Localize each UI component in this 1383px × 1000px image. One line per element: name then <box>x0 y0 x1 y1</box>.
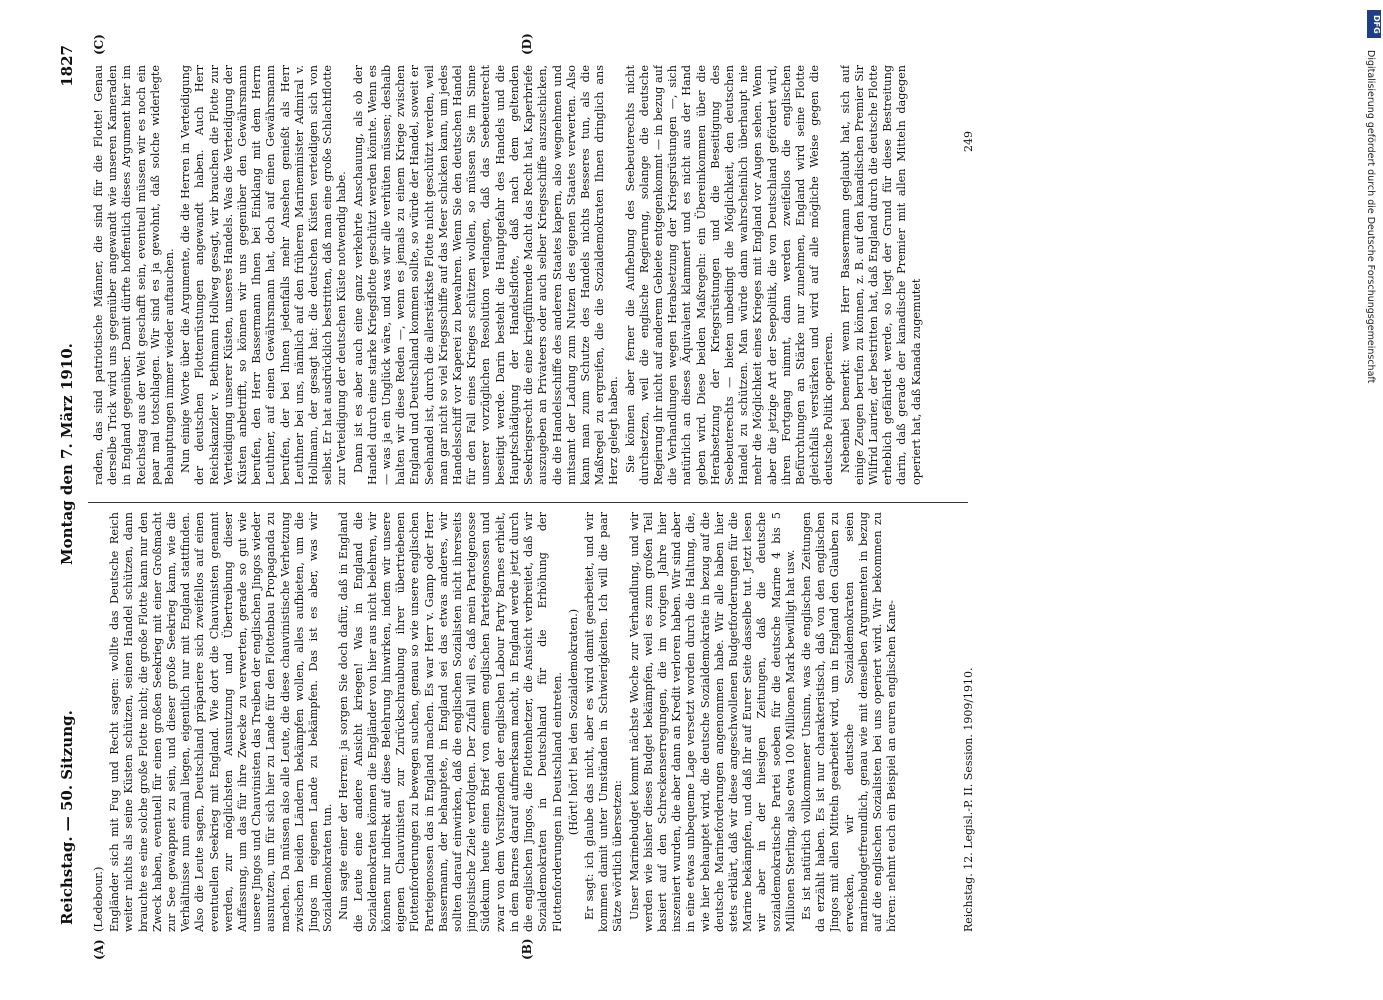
speaker-tag: (Ledebour.) <box>92 866 105 932</box>
header-date: Montag den 7. März 1910. <box>58 343 76 565</box>
footer-session: Reichstag. 12. Legisl.-P. II. Session. 1909/1910. <box>962 667 975 932</box>
margin-marker-d: (D) <box>520 33 534 55</box>
dfg-logo: DFG <box>1367 10 1381 38</box>
paragraph: Er sagt: ich glaube das nicht, aber es wird damit gearbeitet, und wir kommen damit unter Umständen in Schwierigkeiten. Ich will die paar Sätze wörtlich übersetzen: <box>582 512 625 932</box>
running-header <box>58 45 80 925</box>
paragraph: Nebenbei bemerkt: wenn Herr Bassermann geglaubt hat, sich auf einige Zeugen berufen zu können, z. B. auf den kanadischen Premier Sir Wilfrid Laurier, der bestritten hat, daß England durch die deutsche Flotte erheblich gefährdet werde, so liegt der Grund für diese Bestreitung darin, daß gerade der kanadische Premier mit allen Mitteln dagegen operiert hat, daß Kanada zugemutet <box>838 65 923 485</box>
page-footer <box>962 52 978 932</box>
column-right <box>92 65 962 485</box>
paragraph: Nun einige Worte über die Argumente, die die Herren in Verteidigung der deutschen Flottenrüstungen angewandt haben. Auch Herr Reichskanzler v. Bethmann Hollweg gesagt, wir brauchen die Flotte zur Verteidigung unserer Küsten, unseres Handels. Was die Verteidigung der Küsten anbetrifft, so können wir uns gegenüber den Gewährsmann berufen, den Herr Bassermann Ihnen bei Einklang mit dem Herrn Leuthner, auf einen Gewährsmann hat, doch auf einen Gewährsmann berufen, der bei Ihnen jedenfalls mehr Ansehen genießt als Herr Leuthner bei uns, nämlich auf den früheren Marineminister Admiral v. Hollmann, der gesagt hat: die deutschen Küsten verteidigen sich von selbst. Er hat ausdrücklich bestritten, daß man eine große Schlachtflotte zur Verteidigung der deutschen Küste notwendig habe. <box>179 65 349 485</box>
footer-sheet-number: 249 <box>962 131 975 152</box>
digitization-note <box>1365 10 1379 990</box>
paragraph: Es ist natürlich vollkommener Unsinn, was die englischen Zeitungen da erzählt haben. Es ist nur charakteristisch, daß von den englischen Jingos mit allen Mitteln gearbeitet wird, um in England den Glauben zu erwecken, wir deutsche Sozialdemokraten seien marinebudgetfreundlich, genau wie mit denselben Argumenten in bezug auf die englischen Sozialisten bei uns operiert wird. Wir bekommen zu hören: nehmt euch ein Beispiel an euren englischen Kane- <box>799 512 899 932</box>
paragraph: Engländer sich mit Fug und Recht sagen: wollte das Deutsche Reich weiter nichts als seine Küsten schützen, seinen Handel schützen, dann brauchte es eine solche große Flotte nicht; die große Flotte kann nur den Zweck haben, eventuell für einen großen Seekrieg mit einer Großmacht zur See gewappnet zu sein, und dieser große Seekrieg kann, wie die Verhältnisse nun einmal liegen, eigentlich nur mit England stattfinden. Also die Leute sagen, Deutschland präpariere sich zweifellos auf einen eventuellen Seekrieg mit England. Wie dort die Chauvinisten genannt werden, zur möglichsten Ausnutzung und Übertreibung dieser Auffassung, um das für ihre Zwecke zu verwerten, gerade so gut wie unsere Jingos und Chauvinisten das Treiben der englischen Jingos wieder ausnutzen, um für sich hier zu Lande für den Flottenbau Propaganda zu machen. Da müssen also alle Leute, die diese chauvinistische Verhetzung zwischen beiden Ländern bekämpfen wollen, alles aufbieten, um die Jingos im eigenen Lande zu bekämpfen. Das ist es aber, was wir Sozialdemokraten tun. <box>108 512 335 932</box>
header-left: Reichstag. — 50. Sitzung. <box>58 710 76 925</box>
paragraph: Sie können aber ferner die Aufhebung des Seebeuterechts nicht durchsetzen, weil die englische Regierung, solange die deutsche Regierung ihr nicht auf anderem Gebiete entgegenkommt — in bezug auf die Verhandlungen wegen Herabsetzung der Kriegsrüstungen —, sich natürlich an dieses Äquivalent klammert und es nicht aus der Hand geben wird. Diese beiden Maßregeln: ein Übereinkommen über die Herabsetzung der Kriegsrüstungen und die Beseitigung des Seebeuterechts — bieten unbedingt die Möglichkeit, den deutschen Handel zu schützen. Man würde dann wahrscheinlich überhaupt nie mehr die Möglichkeit eines Krieges mit England vor Augen sehen. Wenn aber die jetzige Art der Seepolitik, die von Deutschland gefördert wird, ihren Fortgang nimmt, dann werden zweifellos die englischen Befürchtungen an Stärke nur zunehmen, England wird seine Flotte gleichfalls verstärken und wird auf alle mögliche Weise gegen die deutsche Politik operieren. <box>623 65 836 485</box>
column-divider <box>88 502 968 503</box>
margin-marker-b: (B) <box>520 938 534 960</box>
page-number: 1827 <box>58 45 76 87</box>
interjection: (Hört! hört! bei den Sozialdemokraten.) <box>566 608 580 836</box>
paragraph: Nun sagte einer der Herren: ja sorgen Sie doch dafür, daß in England die Leute eine andere Ansicht kriegen! Was in England die Sozialdemokraten können die Engländer von hier aus nicht belehren, wir können nur indirekt auf diese Belehrung hinwirken, indem wir unsere eigenen Chauvinisten zur Zurückschraubung ihrer übertriebenen Flottenforderungen zu bewegen suchen, genau so wie unsere englischen Parteigenossen das in England machen. Es war Herr v. Gamp oder Herr Bassermann, der behauptete, in England sei das etwas anderes, wir sollten darauf einwirken, daß die englischen Sozialisten nicht ihrerseits jingoistische Ziele verfolgten. Der Zufall will es, daß mein Parteigenosse Südekum heute einen Brief von einem englischen Parteigenossen und zwar von dem Vorsitzenden der englischen Labour Party Barnes erhielt, in dem Barnes darauf aufmerksam macht, in England werde jetzt durch die englischen Jingos, die Flottenhetzer, die Ansicht verbreitet, daß wir Sozialdemokraten in Deutschland für die Erhöhung der Flottenforderungen in Deutschland eintreten. <box>337 512 564 932</box>
quoted-paragraph: Unser Marinebudget kommt nächste Woche zur Verhandlung, und wir werden wie bisher dieses Budget bekämpfen, weil es zum großen Teil basiert auf den Schreckenserregungen, die im vorigen Jahre hier inszeniert wurden, die aber dann an Kredit verloren haben. Wir sind aber in eine etwas unbequeme Lage versetzt worden durch die Haltung, die, wie hier behauptet wird, die deutsche Sozialdemokratie in bezug auf die deutsche Marineforderungen angenommen habe. Wir alle haben hier stets erklärt, daß wir diese angeschwollenen Budgetforderungen für die Marine bekämpfen, und daß Ihr auf Eurer Seite dasselbe tut. Jetzt lesen wir aber in der hiesigen Zeitungen, daß die deutsche sozialdemokratische Partei soeben für die deutsche Marine 4 bis 5 Millionen Sterling, also etwa 100 Millionen Mark bewilligt hat usw. <box>627 512 797 932</box>
paragraph: Dann ist es aber auch eine ganz verkehrte Anschauung, als ob der Handel durch eine starke Kriegsflotte geschützt werden könnte. Wenn es — was ja ein Unglück wäre, und was wir alle verhüten müssen; deshalb halten wir diese Reden —, wenn es jemals zu einem Kriege zwischen England und Deutschland kommen sollte, so würde der Handel, soweit er Seehandel ist, durch die allerstärkste Flotte nicht geschützt werden, weil man gar nicht so viel Kriegsschiffe auf das Meer schicken kann, um jedes Handelsschiff vor Kaperei zu bewahren. Wenn Sie den deutschen Handel für den Fall eines Krieges schützen wollen, so müssen Sie im Sinne unserer vorzüglichen Resolution verlangen, daß das Seebeuterecht beseitigt werde. Darin besteht die Hauptgefahr des Handels und die Hauptschädigung der Handelsflotte, daß nach dem geltenden Seekriegsrecht die eine kriegführende Macht das Recht hat, Kaperbriefe auszugeben an Privateers oder auch selber Kriegsschiffe auszuschicken, die die Handelsschiffe des anderen Staates kapern, also wegnehmen und mitsamt der Ladung zum Nutzen des eigenen Staates verwerten. Also kann man zum Schutze des Handels nichts Besseres tun, als die Maßregel zu ergreifen, die die Sozialdemokraten Ihnen dringlich ans Herz gelegt haben. <box>351 65 621 485</box>
margin-marker-c: (C) <box>92 34 106 55</box>
column-left <box>92 512 962 932</box>
digitization-note-text: Digitalisierung gefördert durch die Deutsche Forschungsgemeinschaft <box>1365 50 1376 384</box>
margin-marker-a: (A) <box>92 939 106 960</box>
paragraph: raden, das sind patriotische Männer, die sind für die Flotte! Genau derselbe Trick wird uns gegenüber angewandt wie unseren Kameraden in England gegenüber. Damit dürfte hoffentlich dieses Argument hier im Reichstag aus der Welt geschafft sein, eventuell müssen wir es noch ein paar mal totschlagen. Wir sind es ja gewohnt, daß solche widerlegte Behauptungen immer wieder auftauchen. <box>92 65 177 485</box>
